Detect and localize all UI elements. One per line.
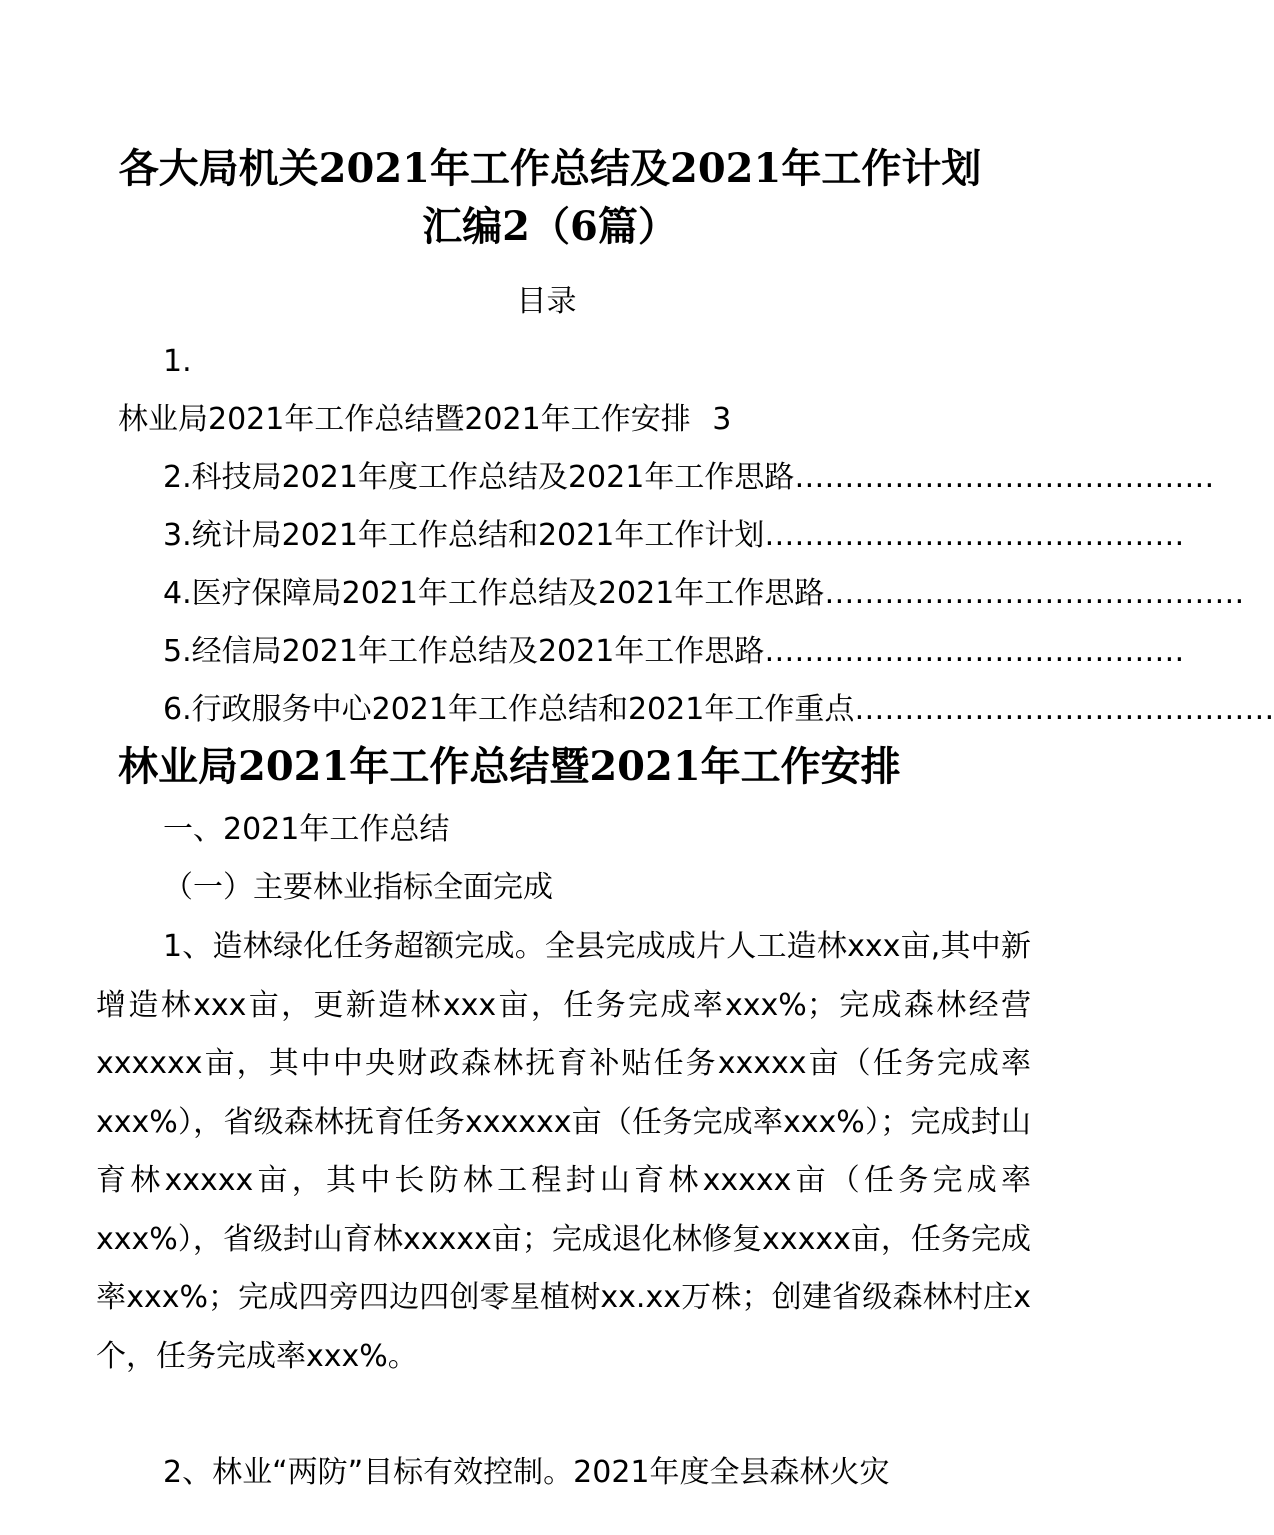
toc-item-5-leader: …………………………………… xyxy=(764,634,1185,669)
toc-item-2-leader: …………………………………… xyxy=(794,460,1215,495)
toc-item-6-text: 6.行政服务中心2021年工作总结和2021年工作重点 xyxy=(163,692,855,727)
toc-item-5[interactable] xyxy=(163,632,1185,672)
document-title-line-1: 各大局机关2021年工作总结及2021年工作计划 xyxy=(118,145,982,192)
toc-item-2-text: 2.科技局2021年度工作总结及2021年工作思路 xyxy=(163,460,795,495)
toc-item-2[interactable] xyxy=(163,458,1215,498)
toc-item-4-leader: …………………………………… xyxy=(824,576,1245,611)
body-paragraph-2: 2、林业“两防”目标有效控制。2021年度全县森林火灾 xyxy=(163,1455,890,1490)
toc-item-3-leader: …………………………………… xyxy=(764,518,1185,553)
toc-item-1-text: 林业局2021年工作总结暨2021年工作安排 xyxy=(118,402,691,437)
toc-item-3[interactable] xyxy=(163,516,1185,556)
toc-item-3-text: 3.统计局2021年工作总结和2021年工作计划 xyxy=(163,518,765,553)
section-title: 林业局2021年工作总结暨2021年工作安排 xyxy=(118,743,901,790)
toc-item-1-page: 3 xyxy=(712,402,732,437)
toc-item-1-number[interactable]: 1. xyxy=(163,344,192,379)
document-title xyxy=(60,140,1040,256)
toc-item-4-text: 4.医疗保障局2021年工作总结及2021年工作思路 xyxy=(163,576,825,611)
part-heading: 一、2021年工作总结 xyxy=(163,812,450,847)
toc-item-6-leader: …………………………………… xyxy=(854,692,1274,727)
body-paragraph-1: 1、造林绿化任务超额完成。全县完成成片人工造林xxx亩,其中新增造林xxx亩，更新造林xxx亩，任务完成率xxx%；完成森林经营xxxxxx亩，其中中央财政森林抚育补贴任务xxxxx亩（任务完成率xxx%），省级森林抚育任务xxxxxx亩（任务完成率xxx%）；完成封山育林xxxxx亩，其中长防林工程封山育林xxxxx亩（任务完成率xxx%），省级封山育林xxxxx亩；完成退化林修复xxxxx亩，任务完成率xxx%；完成四旁四边四创零星植树xx.xx万株；创建省级森林村庄x个，任务完成率xxx%。 xyxy=(96,929,1031,1374)
toc-item-5-text: 5.经信局2021年工作总结及2021年工作思路 xyxy=(163,634,765,669)
toc-item-4[interactable] xyxy=(163,574,1245,614)
subsection-heading: （一）主要林业指标全面完成 xyxy=(163,870,553,905)
document-title-line-2: 汇编2（6篇） xyxy=(422,203,678,250)
toc-item-6[interactable] xyxy=(163,690,1274,730)
toc-heading: 目录 xyxy=(516,284,577,319)
toc-item-1[interactable] xyxy=(118,400,1093,440)
